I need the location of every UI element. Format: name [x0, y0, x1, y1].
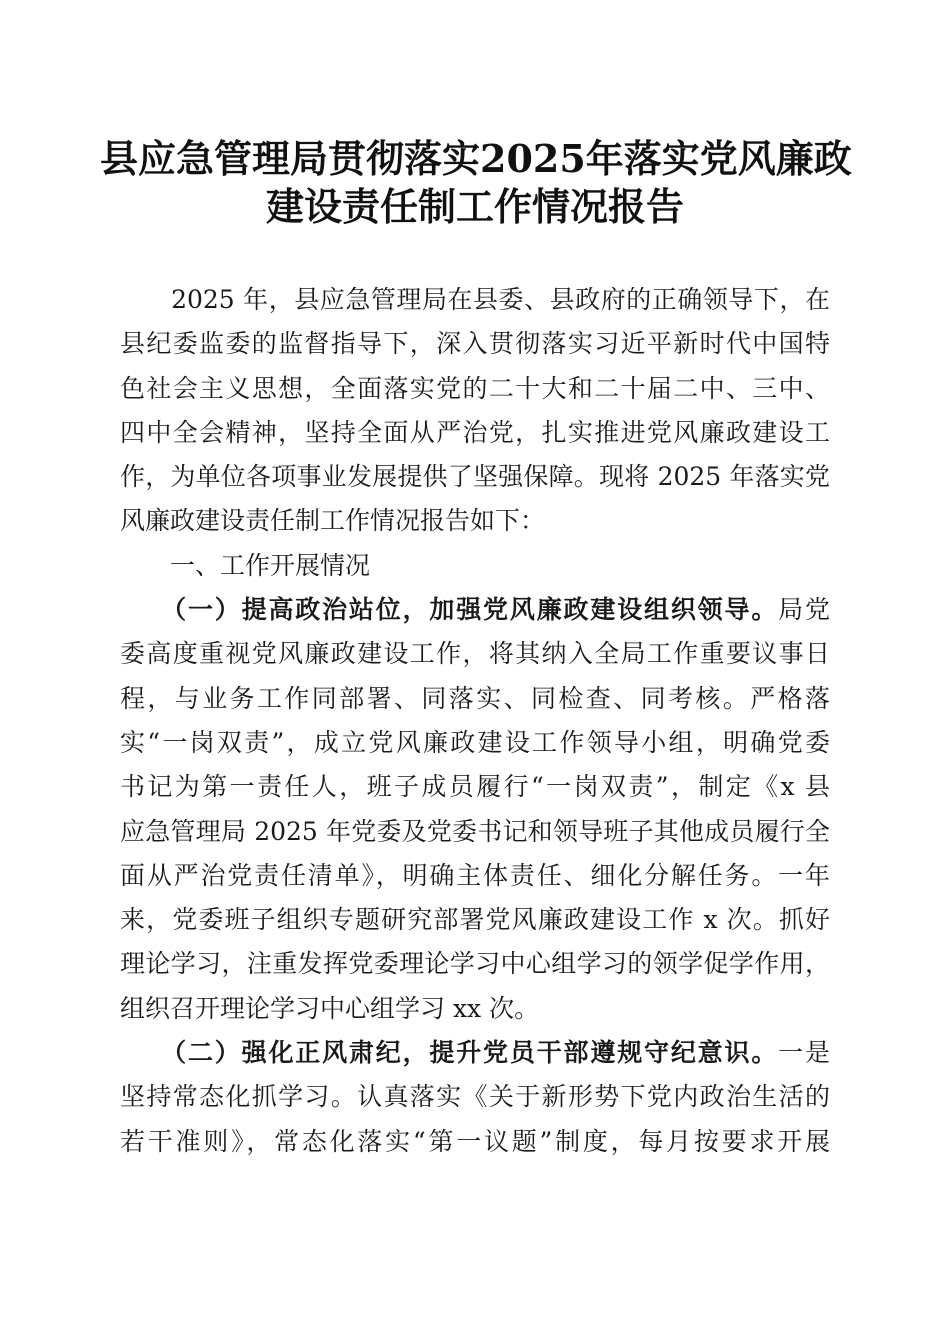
title-line-2: 建设责任制工作情况报告: [265, 184, 684, 229]
text-line: 书记为第一责任人，班子成员履行“一岗双责”，制定《x 县: [120, 772, 830, 802]
text-line: 若干准则》，常态化落实“第一议题”制度，每月按要求开展: [120, 1126, 830, 1156]
text-line: 风廉政建设责任制工作情况报告如下：: [120, 506, 546, 536]
document-body: [120, 278, 830, 1164]
subsection-2-paragraph: [120, 1031, 830, 1164]
text-fragment: 局党: [778, 595, 830, 625]
title-line-1: 县应急管理局贯彻落实2025年落实党风廉政: [100, 136, 852, 181]
text-line: 应急管理局 2025 年党委及党委书记和领导班子其他成员履行全: [120, 816, 830, 846]
text-fragment: 一是: [778, 1038, 830, 1068]
subsection-1-paragraph: [120, 588, 830, 1031]
text-line: 四中全会精神，坚持全面从严治党，扎实推进党风廉政建设工: [120, 417, 830, 447]
text-line: 组织召开理论学习中心组学习 xx 次。: [120, 993, 540, 1023]
text-line: 色社会主义思想，全面落实党的二十大和二十届二中、三中、: [120, 373, 830, 403]
text-line: 理论学习，注重发挥党委理论学习中心组学习的领学促学作用，: [120, 949, 830, 979]
text-line: 坚持常态化抓学习。认真落实《关于新形势下党内政治生活的: [120, 1082, 830, 1112]
text-line: 县纪委监委的监督指导下，深入贯彻落实习近平新时代中国特: [120, 329, 830, 359]
text-line: 程，与业务工作同部署、同落实、同检查、同考核。严格落: [120, 683, 830, 713]
document-title: [100, 135, 850, 231]
text-line: 委高度重视党风廉政建设工作，将其纳入全局工作重要议事日: [120, 639, 830, 669]
text-line: 实“一岗双责”，成立党风廉政建设工作领导小组，明确党委: [120, 727, 830, 757]
subsection-1-heading: （一）提高政治站位，加强党风廉政建设组织领导。: [120, 595, 779, 625]
text-line: 2025 年，县应急管理局在县委、县政府的正确领导下，在: [120, 285, 830, 314]
text-line: [120, 588, 830, 632]
text-line: 来，党委班子组织专题研究部署党风廉政建设工作 x 次。抓好: [120, 905, 830, 935]
text-line: [120, 1031, 830, 1075]
text-line: 面从严治党责任清单》，明确主体责任、细化分解任务。一年: [120, 860, 830, 890]
intro-paragraph: [120, 278, 830, 544]
section-heading: 一、工作开展情况: [120, 550, 371, 580]
text-line: 作，为单位各项事业发展提供了坚强保障。现将 2025 年落实党: [120, 462, 830, 492]
subsection-2-heading: （二）强化正风肃纪，提升党员干部遵规守纪意识。: [120, 1038, 779, 1068]
